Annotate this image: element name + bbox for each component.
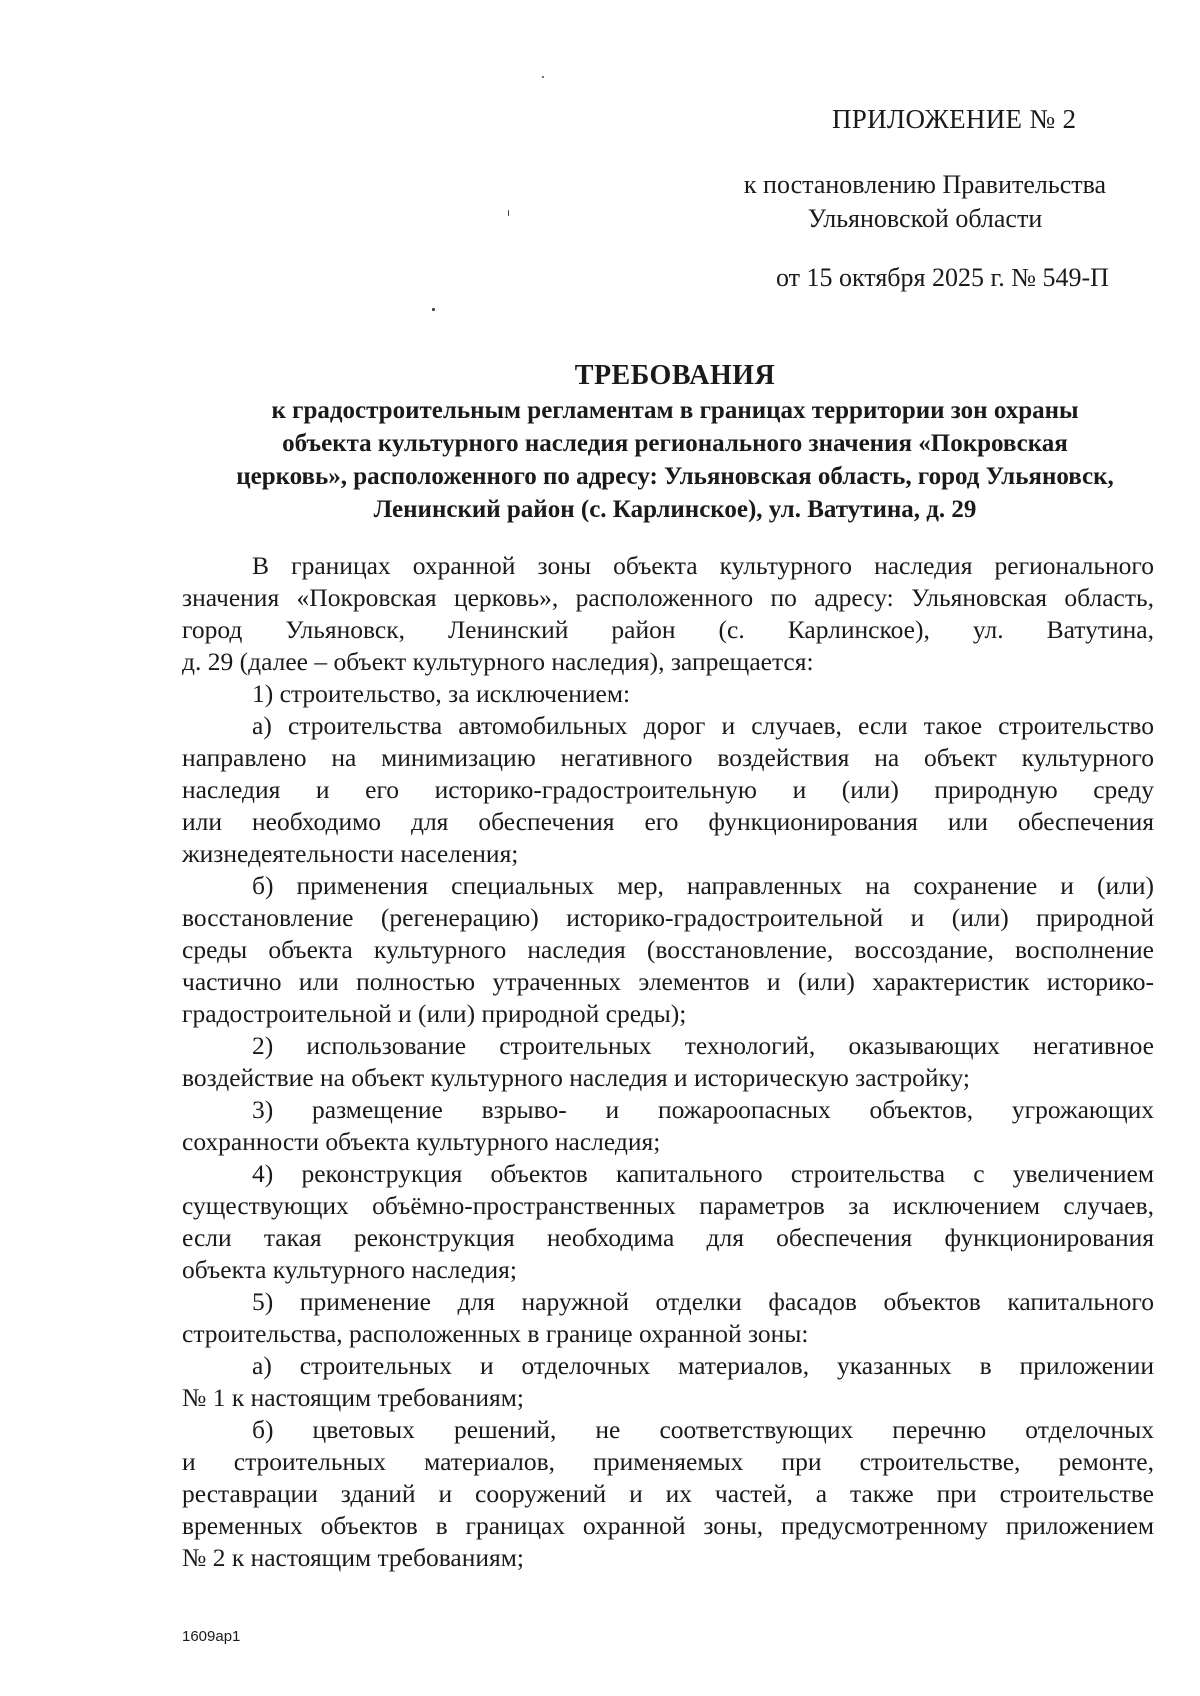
text-line: 1) строительство, за исключением: — [252, 679, 631, 708]
text-line: градостроительной и (или) природной среды); — [182, 999, 687, 1028]
text-line: город Ульяновск, Ленинский район (с. Карлинское), ул. Ватутина, — [182, 615, 1154, 644]
paragraph — [182, 1030, 1154, 1094]
paragraph — [182, 1350, 1154, 1414]
text-line: д. 29 (далее – объект культурного наследия), запрещается: — [182, 647, 814, 676]
text-line: воздействие на объект культурного наследия и историческую застройку; — [182, 1063, 970, 1092]
text-line: б) применения специальных мер, направленных на сохранение и (или) — [252, 871, 1154, 900]
resolution-date: от 15 октября 2025 г. № 549-П — [776, 263, 1109, 292]
text-line: существующих объёмно-пространственных параметров за исключением случаев, — [182, 1191, 1154, 1220]
text-line: 5) применение для наружной отделки фасадов объектов капитального — [252, 1287, 1154, 1316]
paragraph — [182, 678, 1154, 710]
text-line: 4) реконструкция объектов капитального строительства с увеличением — [252, 1159, 1154, 1188]
text-line: а) строительных и отделочных материалов, указанных в приложении — [252, 1351, 1154, 1380]
paragraph — [182, 1158, 1154, 1286]
appendix-number: ПРИЛОЖЕНИЕ № 2 — [832, 104, 1077, 134]
text-line: 2) использование строительных технологий, оказывающих негативное — [252, 1031, 1154, 1060]
paragraph — [182, 550, 1154, 678]
text-line: значения «Покровская церковь», расположенного по адресу: Ульяновская область, — [182, 583, 1154, 612]
text-line: частично или полностью утраченных элементов и (или) характеристик историко- — [182, 967, 1154, 996]
text-line: или необходимо для обеспечения его функционирования или обеспечения — [182, 807, 1154, 836]
text-line: жизнедеятельности населения; — [182, 839, 519, 868]
footer-document-code: 1609ap1 — [182, 1628, 241, 1645]
text-line: 3) размещение взрыво- и пожароопасных объектов, угрожающих — [252, 1095, 1154, 1124]
title-line: церковь», расположенного по адресу: Ульяновская область, город Ульяновск, — [236, 463, 1114, 490]
resolution-reference — [700, 168, 1150, 236]
paragraph — [182, 870, 1154, 1030]
resolution-line: к постановлению Правительства — [743, 170, 1107, 199]
text-line: строительства, расположенных в границе охранной зоны: — [182, 1319, 809, 1348]
text-line: В границах охранной зоны объекта культурного наследия регионального — [252, 551, 1154, 580]
text-line: среды объекта культурного наследия (восстановление, воссоздание, восполнение — [182, 935, 1154, 964]
title-line: к градостроительным регламентам в границах территории зон охраны — [271, 397, 1079, 424]
document-body — [182, 550, 1154, 1574]
scan-speck — [542, 76, 544, 78]
title-line: Ленинский район (с. Карлинское), ул. Ватутина, д. 29 — [373, 496, 977, 523]
text-line: временных объектов в границах охранной зоны, предусмотренному приложением — [182, 1511, 1154, 1540]
paragraph — [182, 710, 1154, 870]
text-line: наследия и его историко-градостроительную и (или) природную среду — [182, 775, 1154, 804]
text-line: объекта культурного наследия; — [182, 1255, 517, 1284]
text-line: № 2 к настоящим требованиям; — [182, 1543, 524, 1572]
title-heading: ТРЕБОВАНИЯ — [574, 360, 776, 391]
text-line: сохранности объекта культурного наследия; — [182, 1127, 661, 1156]
text-line: если такая реконструкция необходима для обеспечения функционирования — [182, 1223, 1154, 1252]
title-subheading — [180, 394, 1170, 526]
text-line: направлено на минимизацию негативного воздействия на объект культурного — [182, 743, 1154, 772]
text-line: а) строительства автомобильных дорог и случаев, если такое строительство — [252, 711, 1154, 740]
paragraph — [182, 1094, 1154, 1158]
resolution-line: Ульяновской области — [807, 204, 1043, 233]
text-line: реставрации зданий и сооружений и их частей, а также при строительстве — [182, 1479, 1154, 1508]
text-line: б) цветовых решений, не соответствующих перечню отделочных — [252, 1415, 1154, 1444]
text-line: и строительных материалов, применяемых при строительстве, ремонте, — [182, 1447, 1154, 1476]
paragraph — [182, 1414, 1154, 1574]
scan-speck — [432, 308, 435, 311]
paragraph — [182, 1286, 1154, 1350]
scan-speck — [508, 210, 509, 216]
title-line: объекта культурного наследия регионального значения «Покровская — [282, 430, 1068, 457]
text-line: № 1 к настоящим требованиям; — [182, 1383, 524, 1412]
document-title — [180, 358, 1170, 526]
text-line: восстановление (регенерацию) историко-градостроительной и (или) природной — [182, 903, 1154, 932]
